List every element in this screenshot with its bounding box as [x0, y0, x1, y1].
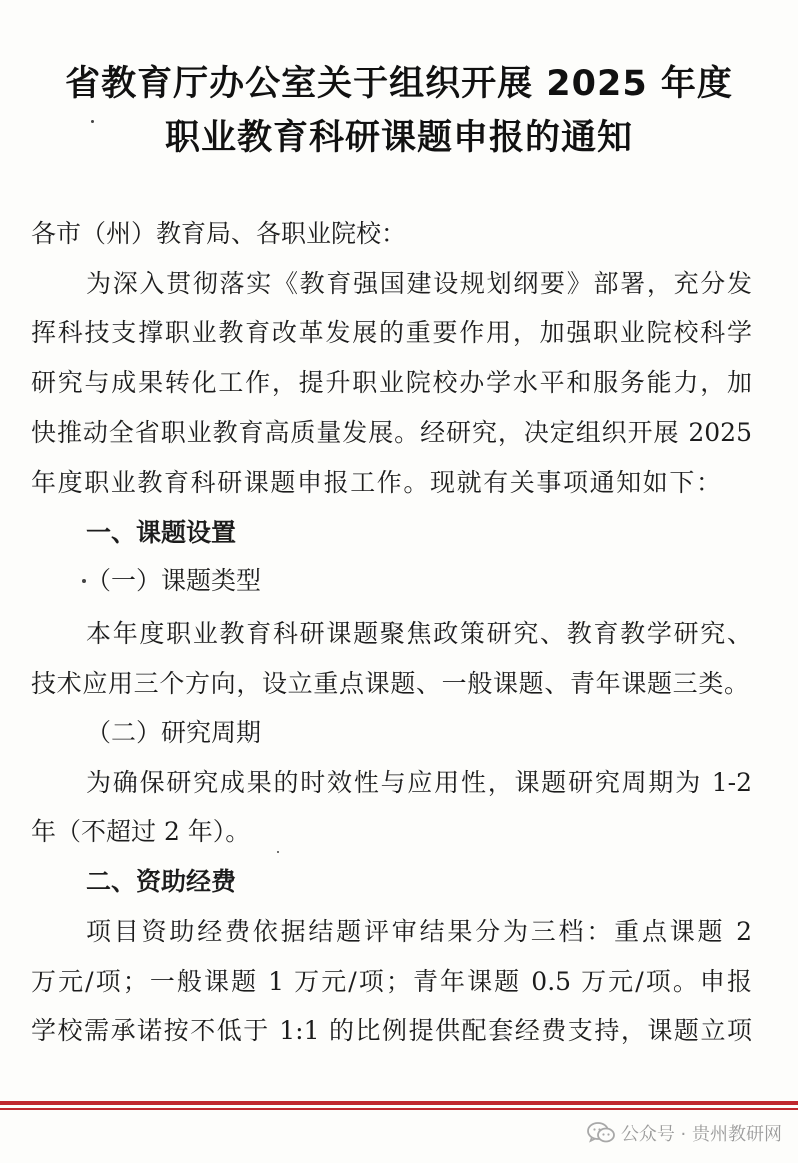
wechat-icon: [587, 1122, 615, 1144]
subsection-1-line-1: 本年度职业教育科研课题聚焦政策研究、教育教学研究、: [86, 619, 752, 648]
intro-line-4: 快推动全省职业教育高质量发展。经研究，决定组织开展 2025: [31, 418, 752, 447]
wechat-watermark: [587, 1116, 782, 1150]
intro-line-3: 研究与成果转化工作，提升职业院校办学水平和服务能力，加: [31, 368, 752, 397]
red-rule-thin: [0, 1108, 798, 1110]
salutation: 各市（州）教育局、各职业院校：: [31, 219, 407, 248]
scan-speck: [277, 851, 279, 853]
scan-speck: [91, 120, 94, 123]
subsection-2-line-2: 年（不超过 2 年）。: [31, 817, 251, 846]
intro-line-5: 年度职业教育科研课题申报工作。现就有关事项通知如下：: [31, 468, 721, 497]
document-title-line-2: 职业教育科研课题申报的通知: [164, 118, 633, 158]
section-2-line-3: 学校需承诺按不低于 1:1 的比例提供配套经费支持，课题立项: [31, 1016, 752, 1045]
watermark-text: 公众号 · 贵州教研网: [620, 1124, 782, 1145]
intro-line-1: 为深入贯彻落实《教育强国建设规划纲要》部署，充分发: [86, 269, 752, 298]
document-title-line-1: 省教育厅办公室关于组织开展 2025 年度: [65, 64, 733, 104]
red-rule-thick: [0, 1101, 798, 1105]
intro-line-2: 挥科技支撑职业教育改革发展的重要作用，加强职业院校科学: [31, 318, 752, 347]
subsection-1-line-2: 技术应用三个方向，设立重点课题、一般课题、青年课题三类。: [31, 669, 749, 698]
section-2-heading: 二、资助经费: [86, 867, 237, 896]
section-2-line-2: 万元/项；一般课题 1 万元/项；青年课题 0.5 万元/项。申报: [31, 967, 752, 996]
section-1-heading: 一、课题设置: [86, 518, 237, 547]
section-2-line-1: 项目资助经费依据结题评审结果分为三档：重点课题 2: [86, 917, 752, 946]
subsection-2-heading: （二）研究周期: [86, 718, 262, 747]
subsection-1-heading: （一）课题类型: [86, 566, 262, 595]
subsection-2-line-1: 为确保研究成果的时效性与应用性，课题研究周期为 1-2: [86, 768, 752, 797]
